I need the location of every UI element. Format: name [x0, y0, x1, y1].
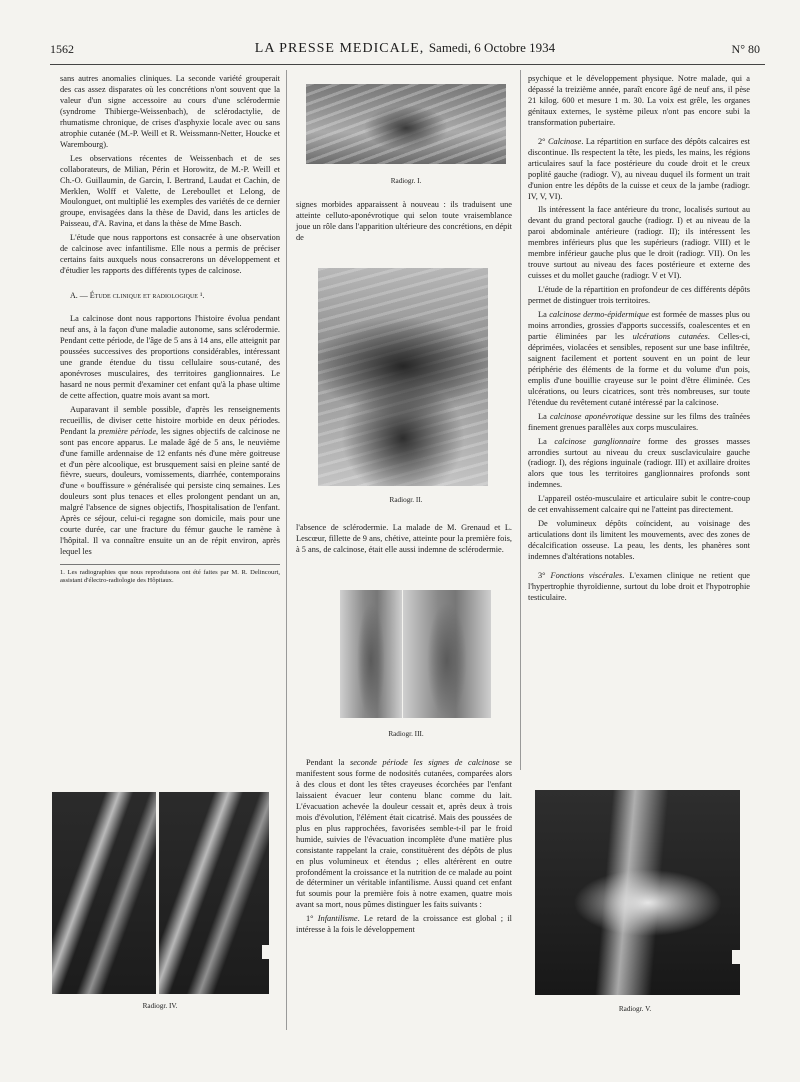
figure-caption: Radiogr. I. — [390, 177, 422, 185]
radiograph-i — [306, 84, 506, 164]
column-middle-mid — [296, 523, 512, 559]
column-middle-top — [296, 200, 512, 247]
journal-title-line — [50, 40, 760, 57]
column-right — [528, 74, 750, 607]
paragraph: Les observations récentes de Weissenbach et de ses collaborateurs, de Milian, Périn et Horowitz, de M.-P. Weill et Ch.-O. Guillaumin, de Garcin, I. Bertrand, Laudat et Cachin, de Merklen, Wolff et Valette, de Lereboullet et Lelong, de Moulonguet, ont multiplié les exemples des variétés de ce dernier groupe, envisagées dans la thèse de David, dans les articles de Paisseau, d'A. Ravina, et dans la thèse de Mme Basch. — [60, 153, 280, 229]
emphasis: calcinose ganglionnaire — [554, 436, 641, 446]
text-run: Pendant la — [306, 758, 350, 767]
emphasis: Calcinose — [547, 136, 582, 146]
paragraph — [528, 137, 750, 203]
text-run: La — [538, 411, 550, 421]
emphasis: Fonctions viscérales — [550, 571, 623, 581]
text-run: , les signes objectifs de calcinose ne sont pas encore apparus. Le malade âgé de 5 ans, le neuvième d'une famille ardennaise de 12 enfants nés d'une mère goitreuse et d'un père alcoolique, est brusquement saisi en pleine santé de fièvre, sueurs, douleurs, vomissements, diarrhée, contemporains d'une « bouffissure » généralisée qui persiste cinq semaines. Les douleurs sont plus tenaces et elles prolongent pendant un an, malgré l'absence de signes objectifs, l'hospitalisation de l'enfant. Après ce séjour, celui-ci regagne son domicile, mais pour une courte durée, car une fracture du fémur gauche le ramène à l'hôpital. Il va connaître ensuite un an de répit environ, après lequel les — [60, 426, 281, 557]
paragraph: signes morbides apparaissent à nouveau : ils traduisent une atteinte celluto-aponévrotique qui selon toute vraisemblance joue un rôle dans l'apparition ultérieure des concrétions, en dépit de — [296, 200, 512, 242]
text-run: La — [538, 310, 550, 320]
header-rule — [50, 64, 765, 65]
text-run: forme des grosses masses arrondies surtout au niveau du creux susclaviculaire gauche (radiogr. I), des régions inguinale (radiogr. III) et axillaire droites alors que tous les territoires ganglionnaires profonds sont indemnes. — [528, 436, 751, 490]
radiograph-iii-right — [403, 590, 491, 718]
text-run: Auparavant il semble possible, d'après les renseignements recueillis, de diviser cette histoire morbide en deux périodes. Pendant la — [60, 404, 280, 436]
emphasis: Infantilisme — [317, 914, 358, 924]
paragraph — [528, 412, 750, 434]
emphasis: calcinose dermo-épidermique — [549, 310, 649, 320]
paragraph: De volumineux dépôts coïncident, au voisinage des articulations dont ils limitent les mouvements, avec des zones de décalcification osseuse. La peau, les dents, les phanères sont indemnes d'altérations notables. — [528, 519, 750, 562]
issue-date: Samedi, 6 Octobre 1934 — [428, 40, 556, 55]
section-heading: A. — Étude clinique et radiologique ¹. — [70, 291, 205, 301]
text-run: . Celles-ci, déprimées, violacées et sensibles, reposent sur une base infiltrée, saignent facilement et portent souvent en un point de leur périphérie des éléments de la forme et du volume d'un pois, emplis d'une bouillie crayeuse sur le point d'être éliminée. Ces ulcérations, ou leurs cicatrices, sont très nombreuses, sur toute l'étendue du revêtement cutané intéressé par la calcinose. — [528, 331, 750, 407]
emphasis: ulcérations cutanées — [632, 331, 708, 341]
radiograph-v — [535, 790, 740, 995]
text-run: 1° — [306, 914, 318, 924]
emphasis: première période — [98, 426, 157, 436]
text-run: . Le retard de la croissance est global ; il intéresse à la fois le développement — [296, 914, 512, 935]
paragraph — [296, 914, 512, 936]
emphasis: seconde période les signes de calcinose — [349, 758, 500, 767]
paragraph — [296, 758, 512, 911]
paragraph: L'étude de la répartition en profondeur de ces différents dépôts permet de distinguer trois territoires. — [528, 285, 750, 306]
radiograph-iv-right — [159, 792, 269, 994]
page-number: 1562 — [50, 42, 74, 56]
figure-caption: Radiogr. IV. — [142, 1002, 178, 1010]
issue-number: N° 80 — [731, 42, 760, 56]
column-separator — [286, 70, 287, 1030]
text-run: est formée de masses plus ou moins arrondies, grossies d'apports successifs, coalescentes et en partie éliminées par les — [528, 310, 750, 341]
radiograph-ii — [318, 268, 488, 486]
text-run: . L'examen clinique ne retient que l'hypertrophie thyroïdienne, surtout du lobe droit et l'hypotrophie testiculaire. — [528, 571, 750, 602]
paragraph — [528, 437, 750, 492]
text-run: dessine sur les films des traînées finement grenues parallèles aux corps musculaires. — [528, 411, 751, 432]
film-marker — [262, 945, 272, 959]
footnote: 1. Les radiographies que nous reproduisons ont été faites par M. R. Delincourt, assistant d'électro-radiologie des Hôpitaux. — [60, 564, 280, 585]
column-middle-bottom — [296, 758, 512, 939]
paragraph: L'étude que nous rapportons est consacrée à une observation de calcinose avec infantilisme. Elle nous a permis de préciser certains faits auxquels nous consacrerons un développement et d'étudier les rapports des différents types de calcinose. — [60, 233, 280, 276]
paragraph — [528, 310, 750, 409]
radiograph-iv-left — [52, 792, 156, 994]
figure-caption: Radiogr. III. — [388, 730, 424, 738]
text-run: . La répartition en surface des dépôts calcaires est discontinue. Ils respectent la tête, les pieds, les mains, les régions articulaires sauf la face postérieure du coude droit et le creux poplité gauche (radiogr. V), au niveau duquel ils forment un trait d'union entre les dépôts de la cuisse et ceux de la jambe (radiogr. IV, V, VI). — [528, 136, 750, 201]
paragraph: psychique et le développement physique. Notre malade, qui a dépassé la treizième année, paraît encore âgé de neuf ans, il pèse 21 kilog. 600 et mesure 1 m. 30. La voix est grêle, les organes génitaux externes, le système pileux n'ont pas encore subi la transformation pubertaire. — [528, 74, 750, 127]
paragraph: l'absence de sclérodermie. La malade de M. Grenaud et L. Lescœur, fillette de 9 ans, chétive, atteinte pour la première fois, à 5 ans, de calcinose, était elle aussi indemne de sclérodermie. — [296, 523, 512, 554]
film-marker — [732, 950, 742, 964]
column-left — [60, 74, 280, 585]
paragraph: sans autres anomalies cliniques. La seconde variété grouperait des cas assez disparates où les concrétions n'ont souvent que la valeur d'un signe accessoire au cours d'une sclérodermie (syndrome Thibierge-Weissenbach), de sclérodactylie, de rhumatisme chronique, de crises d'asphyxie locale avec ou sans atrophie cutanée (M.-P. Weill et R. Weissmann-Netter, Houcke et Warembourg). — [60, 74, 280, 149]
figure-caption: Radiogr. II. — [389, 496, 423, 504]
text-run: 3° — [538, 571, 551, 581]
paragraph — [528, 571, 750, 604]
paragraph: Ils intéressent la face antérieure du tronc, localisés surtout au devant du grand pectoral gauche (radiogr. I) et au niveau de la paroi abdominale antérieure (radiogr. II); ils intéressent les membres inférieurs plus que les supérieurs (radiogr. VIII) et le membre inférieur gauche plus que le droit (radiogr. VII). On les trouve surtout au niveau des faces postérieure et externe des cuisses et du mollet gauche (radiogr. V et VI). — [528, 205, 750, 281]
paragraph — [60, 405, 280, 558]
radiograph-iii-left — [340, 590, 402, 718]
text-run: se manifestent sous forme de nodosités cutanées, comparées alors à des clous et dont les têtes crayeuses écorchées par l'enfant laissaient évacuer leur contenu blanc comme du lait. L'évacuation achevée la douleur cessait et, après deux à trois mois d'évolution, l'élément était cicatrisé. Mais des poussées de plus en plus rapprochées, favorisées semble-t-il par le froid humide, suivies de l'évacuation incomplète d'une matière plus consistante rappelant la craie, constituèrent des dépôts de plus en plus volumineux et étendus ; elles altérèrent en outre profondément la croissance et la nutrition de ce malade au point de déterminer un véritable infantilisme. Aussi quand cet enfant fut soumis pour la première fois à notre examen, quatre mois avant sa mort, nous pûmes distinguer les faits suivants : — [296, 758, 512, 910]
text-run: La — [538, 436, 555, 446]
column-separator — [520, 70, 521, 770]
emphasis: calcinose aponévrotique — [550, 411, 633, 421]
journal-name: LA PRESSE MEDICALE, — [254, 41, 425, 56]
paragraph: La calcinose dont nous rapportons l'histoire évolua pendant neuf ans, à la façon d'une maladie autonome, sans sclérodermie. Pendant cette période, de l'âge de 5 ans à 14 ans, elle atteignit par poussées successives des proportions considérables, intéressant une grande étendue du tissu cellulaire sous-cutané, des aponévroses musculaires, des territoires ganglionnaires. Le hasard ne nous permit d'examiner cet enfant qu'à la phase ultime de cette affection, quatre mois avant sa mort. — [60, 314, 280, 400]
paragraph: L'appareil ostéo-musculaire et articulaire subit le contre-coup de cet envahissement calcaire qui ne l'atteint pas directement. — [528, 494, 750, 515]
text-run: 2° — [538, 136, 548, 146]
page-header — [50, 40, 760, 62]
figure-caption: Radiogr. V. — [618, 1005, 652, 1013]
